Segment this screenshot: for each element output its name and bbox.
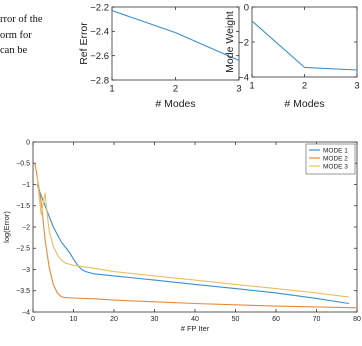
legend <box>306 144 355 174</box>
y-tick-label: −2.2 <box>90 2 109 14</box>
y-axis-label: Ref Error <box>78 22 90 65</box>
x-tick-label: 80 <box>353 316 361 323</box>
y-tick-label: −4 <box>238 72 249 84</box>
series-line <box>37 185 349 304</box>
plot-area <box>252 7 357 77</box>
x-axis-label: # Modes <box>284 98 325 110</box>
series-line <box>35 163 357 307</box>
y-tick-label: −1 <box>22 181 30 189</box>
y-tick-label: −2 <box>238 37 249 49</box>
x-tick-label: 10 <box>69 316 78 323</box>
y-tick-label: −2.5 <box>16 245 30 253</box>
x-tick-label: 50 <box>231 316 240 323</box>
x-axis-label: # FP Iter <box>180 324 210 333</box>
y-tick-label: −2.6 <box>90 50 109 62</box>
legend-label: MODE 3 <box>323 163 348 171</box>
x-tick-label: 1 <box>249 80 255 92</box>
x-tick-label: 0 <box>31 316 35 323</box>
y-tick-label: 0 <box>243 2 249 14</box>
y-tick-label: −3.5 <box>16 288 30 296</box>
series-line <box>112 11 239 61</box>
x-tick-label: 3 <box>236 83 242 95</box>
x-tick-label: 2 <box>172 83 179 95</box>
x-tick-label: 40 <box>191 316 199 323</box>
y-tick-label: −2 <box>22 224 30 232</box>
x-tick-label: 3 <box>354 80 360 92</box>
x-tick-label: 30 <box>150 316 159 323</box>
plot-area <box>112 7 239 80</box>
text-line: orm for <box>0 29 32 41</box>
x-axis-label: # Modes <box>155 98 196 110</box>
ref-error-chart <box>78 2 242 110</box>
legend-label: MODE 2 <box>323 155 348 163</box>
text-line: rror of the <box>0 14 43 25</box>
x-tick-label: 70 <box>312 316 321 323</box>
series-line <box>252 21 357 70</box>
legend-label: MODE 1 <box>323 147 348 155</box>
y-tick-label: −0.5 <box>16 160 30 168</box>
y-tick-label: −1.5 <box>16 203 30 211</box>
mode-weight-chart <box>224 2 360 110</box>
y-tick-label: −2.8 <box>90 75 109 87</box>
x-tick-label: 20 <box>110 316 118 323</box>
x-tick-label: 60 <box>272 316 280 323</box>
fp-iter-chart <box>2 139 361 333</box>
y-axis-label: Mode Weight <box>224 11 236 73</box>
text-line: can be <box>0 45 28 56</box>
y-tick-label: −2.4 <box>90 26 109 38</box>
x-tick-label: 2 <box>301 80 308 92</box>
x-tick-label: 1 <box>109 83 115 95</box>
y-tick-label: 0 <box>26 139 30 147</box>
y-tick-label: −3 <box>22 266 30 274</box>
y-axis-label: log(Error) <box>2 211 11 243</box>
y-tick-label: −4 <box>22 309 30 317</box>
series-line <box>37 176 349 297</box>
